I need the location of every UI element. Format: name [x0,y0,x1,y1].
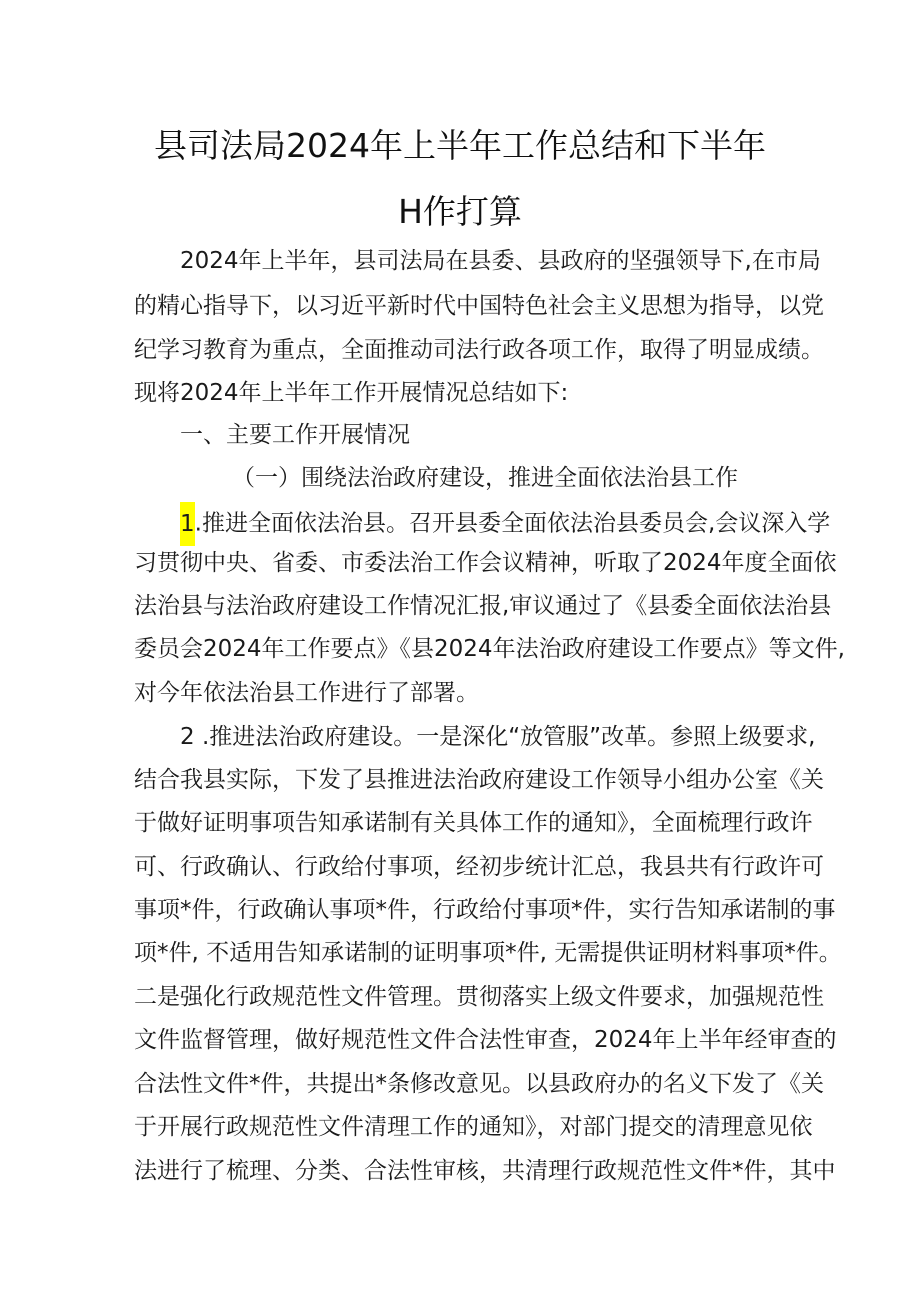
item2-line: 2 .推进法治政府建设。一是深化“放管服”改革。参照上级要求, [180,724,816,750]
item1-line: 法治县与法治政府建设工作情况汇报,审议通过了《县委全面依法治县 [134,593,832,619]
intro-line: 的精心指导下，以习近平新时代中国特色社会主义思想为指导，以党 [134,293,824,319]
document-title-line-1: 县司法局2024年上半年工作总结和下半年 [154,126,766,165]
item2-line: 法进行了梳理、分类、合法性审核，共清理行政规范性文件*件，其中 [134,1158,836,1184]
intro-line: 2024年上半年，县司法局在县委、县政府的坚强领导下,在市局 [180,248,821,274]
item2-line: 事项*件，行政确认事项*件，行政给付事项*件，实行告知承诺制的事 [134,897,836,923]
item2-line: 文件监督管理，做好规范性文件合法性审查，2024年上半年经审查的 [134,1027,837,1053]
item2-line: 于做好证明事项告知承诺制有关具体工作的通知》，全面梳理行政许 [134,810,813,836]
item1-line: 对今年依法治县工作进行了部署。 [134,680,479,706]
item1-line: 委员会2024年工作要点》《县2024年法治政府建设工作要点》等文件, [134,636,845,662]
section-heading: 一、主要工作开展情况 [180,422,410,448]
highlighted-number: 1 [180,502,195,546]
item1-line: 习贯彻中央、省委、市委法治工作会议精神，听取了2024年度全面依 [134,550,837,576]
item1-first-line-text: .推进全面依法治县。召开县委全面依法治县委员会,会议深入学 [194,510,831,537]
intro-line: 现将2024年上半年工作开展情况总结如下: [134,380,569,406]
item2-line: 结合我县实际，下发了县推进法治政府建设工作领导小组办公室《关 [134,767,824,793]
item2-line: 二是强化行政规范性文件管理。贯彻落实上级文件要求，加强规范性 [134,984,824,1010]
item1-line [180,502,831,546]
item2-line: 合法性文件*件，共提出*条修改意见。以县政府办的名义下发了《关 [134,1071,824,1097]
subsection-heading: （一）围绕法治政府建设，推进全面依法治县工作 [232,465,738,491]
item2-line: 于开展行政规范性文件清理工作的通知》，对部门提交的清理意见依 [134,1114,813,1140]
item2-line: 可、行政确认、行政给付事项，经初步统计汇总，我县共有行政许可 [134,854,824,880]
document-title-line-2: H作打算 [398,192,522,231]
intro-line: 纪学习教育为重点，全面推动司法行政各项工作，取得了明显成绩。 [134,337,824,363]
item2-line: 项*件, 不适用告知承诺制的证明事项*件, 无需提供证明材料事项*件。 [134,940,842,966]
